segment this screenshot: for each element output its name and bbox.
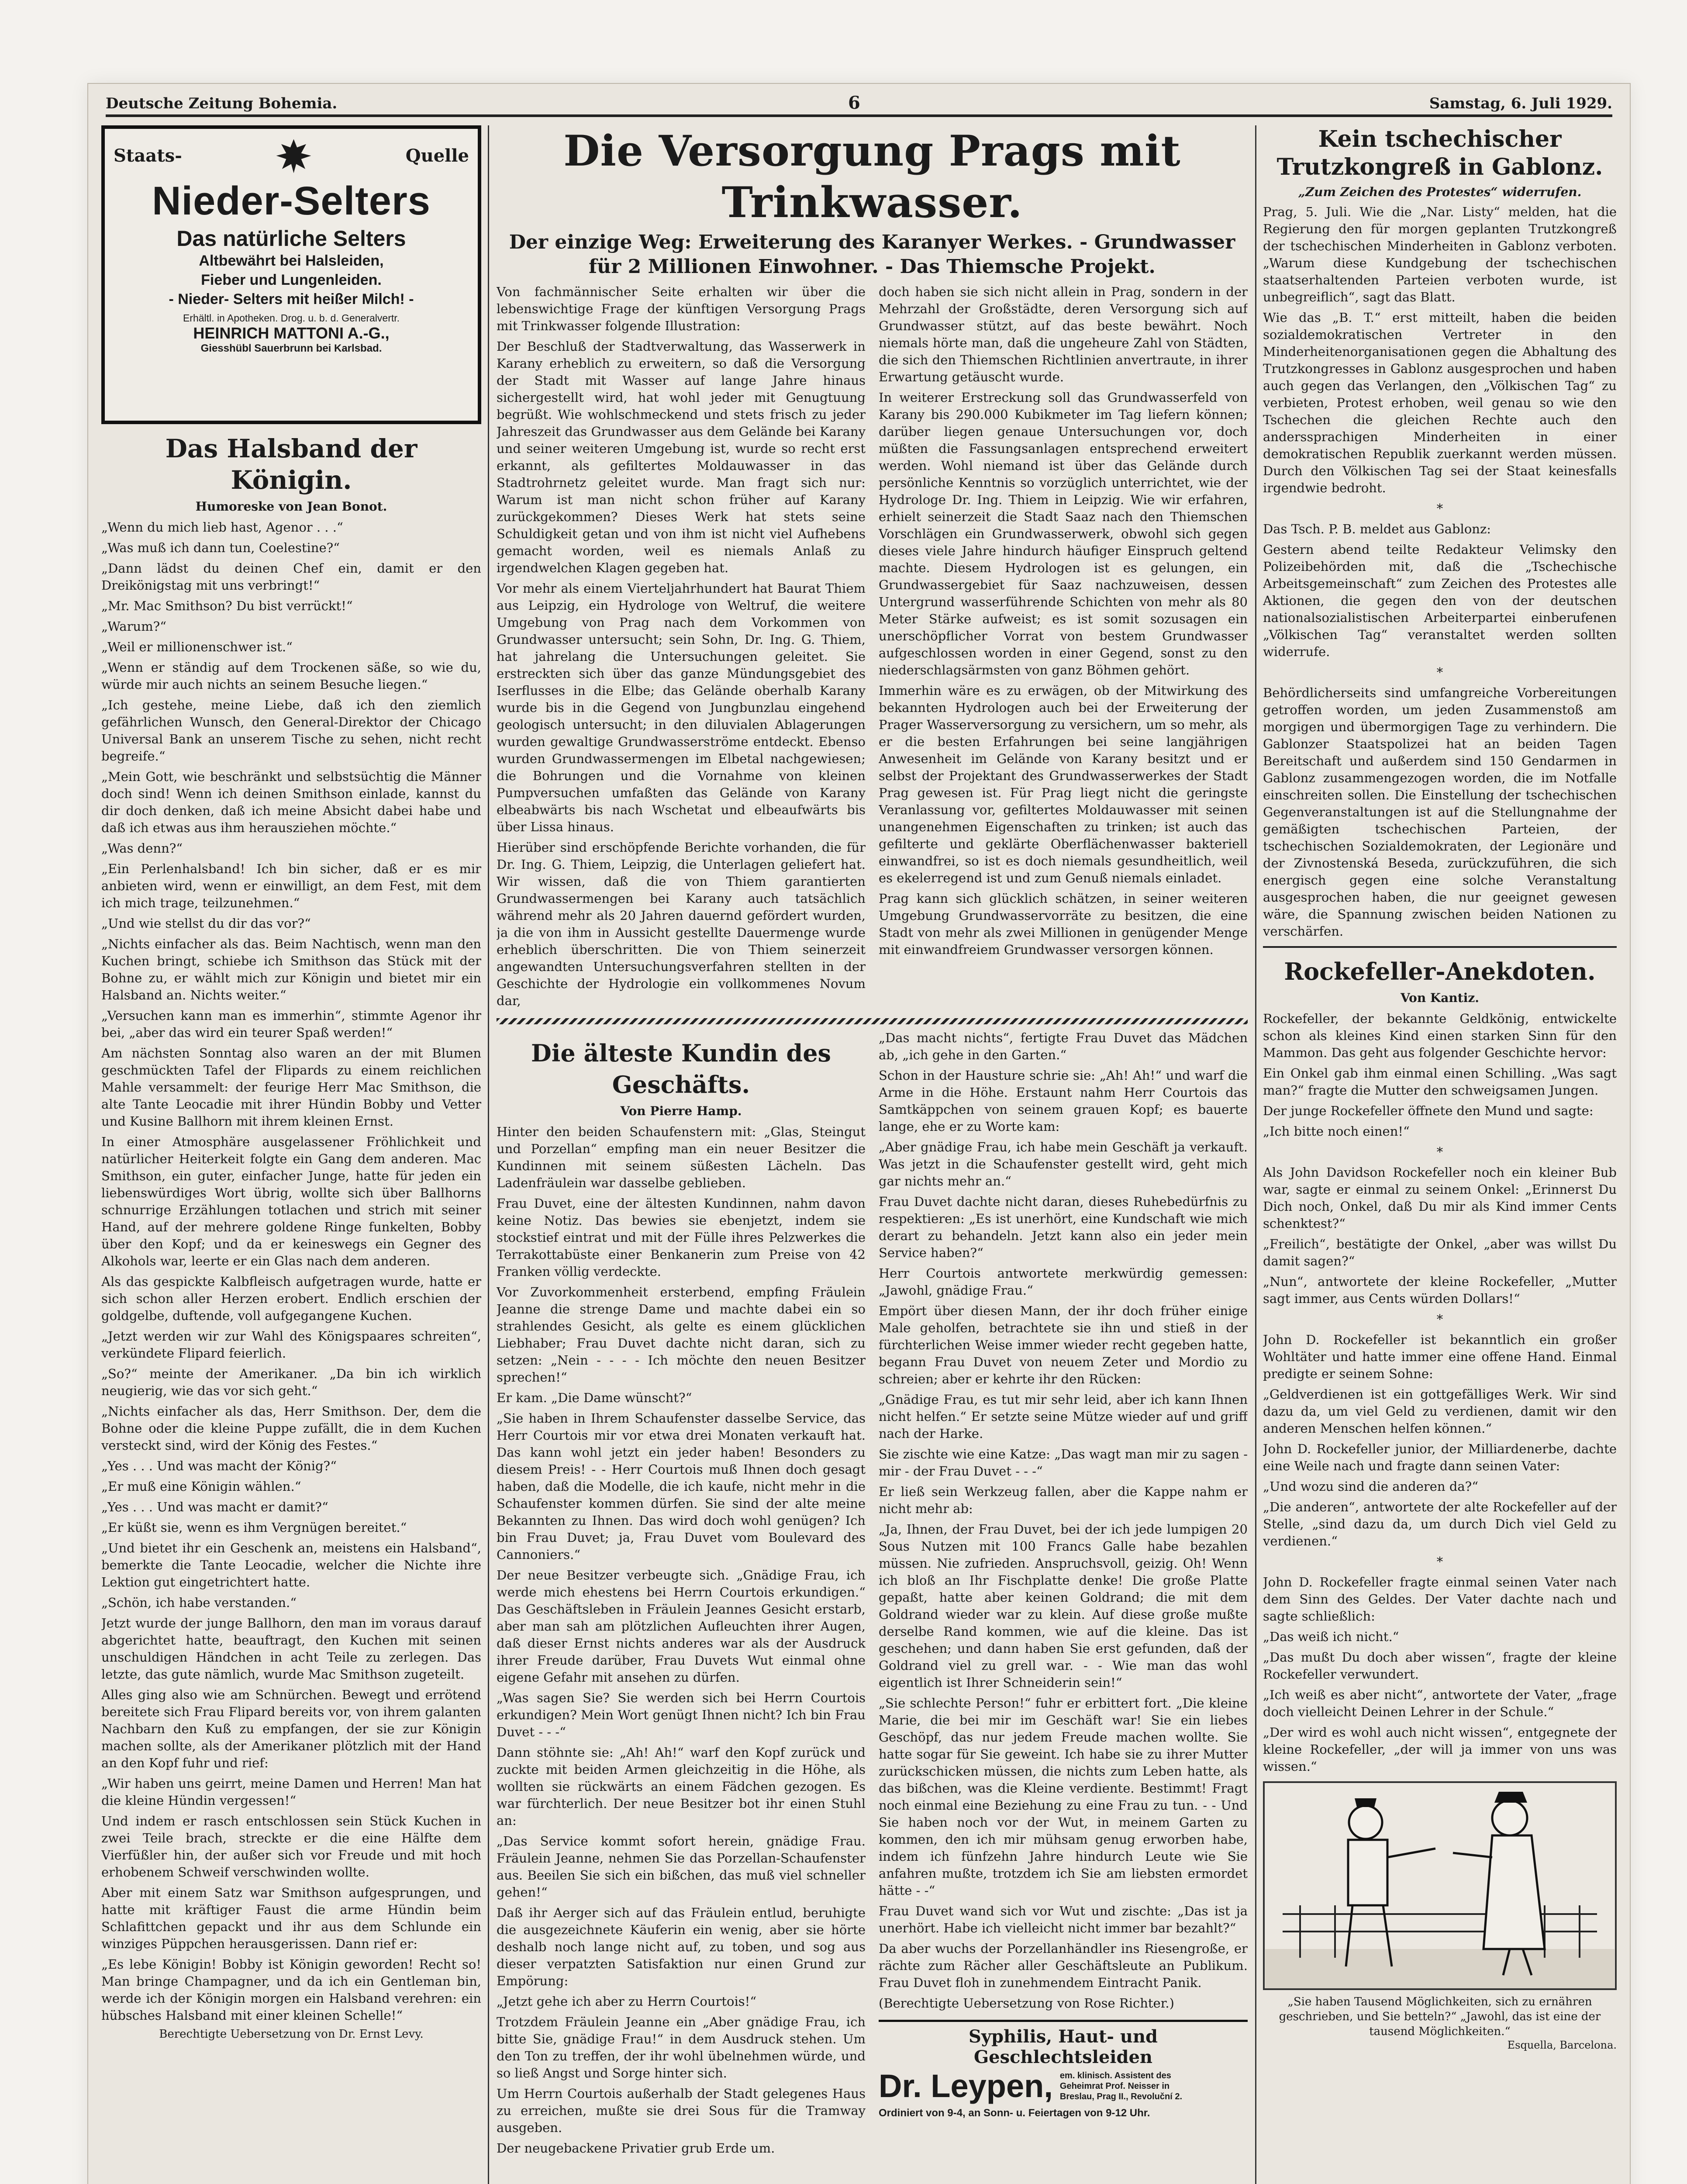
article-kundin — [497, 1030, 1248, 2160]
paragraph: Prag kann sich glücklich schätzen, in seiner weiteren Umgebung Grundwasservorräte zu besitzen, die eine Stadt von mehr als zwei Millionen in genügender Menge mit einwandfreiem Grundwasser versorgen können. — [879, 891, 1248, 957]
paragraph: Daß ihr Aerger sich auf das Fräulein entlud, beruhigte die ausgezeichnete Käuferin ein wenig, aber sie hörte deshalb noch lange nicht auf, zu toben, und sog aus dieser verpatzten Satisfaktion nur einen Grund zur Empörung: — [497, 1905, 866, 1988]
article-body — [1263, 204, 1617, 940]
paragraph: Frau Duvet wand sich vor Wut und zischte: „Das ist ja unerhört. Habe ich vielleicht nicht immer bar bezahlt?“ — [879, 1904, 1248, 1935]
ad-brand: Nieder-Selters — [152, 179, 431, 223]
ad-line: Altbewährt bei Halsleiden, — [199, 252, 384, 269]
divider — [1263, 946, 1617, 948]
masthead-date: Samstag, 6. Juli 1929. — [1429, 95, 1612, 112]
newspaper-page — [87, 83, 1631, 2184]
paragraph: „Der wird es wohl auch nicht wissen“, entgegnete der kleine Rockefeller, „der will ja immer von uns was wissen.“ — [1263, 1725, 1617, 1774]
paragraph: „Versuchen kann man es immerhin“, stimmte Agenor ihr bei, „aber das wird ein teurer Spaß werden!“ — [101, 1008, 481, 1040]
article-byline: Humoreske von Jean Bonot. — [195, 499, 387, 514]
ad-nieder-selters — [101, 125, 481, 424]
paragraph: „Geldverdienen ist ein gottgefälliges Werk. Wir sind dazu da, um viel Geld zu verdienen, damit wir den anderen Menschen helfen können.“ — [1263, 1387, 1617, 1436]
paragraph: Hierüber sind erschöpfende Berichte vorhanden, die für Dr. Ing. G. Thiem, Leipzig, die Unterlagen geliefert hat. Wir wissen, daß die von Thiem garantierten Grundwassermengen bei Karany auch tatsächlich während mehr als 20 Jahren dauernd gefördert wurden, ja die von ihm in Aussicht gestellte Dauermenge wurde erheblich überschritten. Die von Thiem seinerzeit angewandten Untersuchungsverfahren stellten in der Geschichte der Hydrologie ein vollkommenes Novum dar, — [497, 840, 866, 1008]
article-byline: Von Kantiz. — [1401, 991, 1479, 1005]
paragraph: Um Herrn Courtois außerhalb der Stadt gelegenes Haus zu erreichen, mußte sie drei Sous für die Tramway ausgeben. — [497, 2086, 866, 2135]
masthead-paper-name: Deutsche Zeitung Bohemia. — [106, 95, 338, 112]
paragraph: Vor mehr als einem Vierteljahrhundert hat Baurat Thiem aus Leipzig, ein Hydrologe von Weltruf, die weitere Umgebung von Prag nach dem Vorkommen von Grundwasser untersucht; sein Sohn, Dr. Ing. G. Thiem, hat jahrelang die Untersuchungen geleitet. Sie erstreckten sich über das ganze Mündungsgebiet des Iserflusses in die Elbe; das Gelände oberhalb Karany wurde bis in die Gegend von Jungbunzlau eingehend geologisch untersucht; in den diluvialen Ablagerungen wurden gewaltige Grundwasserströme entdeckt. Ebenso wurden Grundwassermengen im Elbetal nachgewiesen; die Bohrungen und die Vornahme von kleinen Pumpversuchen umfaßten das Gelände von Karany elbeabwärts bis nach Wschetat und elbeaufwärts bis über Lissa hinaus. — [497, 581, 866, 834]
paragraph: „Dann lädst du deinen Chef ein, damit er den Dreikönigstag mit uns verbringt!“ — [101, 561, 481, 593]
paragraph: John D. Rockefeller ist bekanntlich ein großer Wohltäter und hatte immer eine offene Hand. Einmal predigte er seinem Sohne: — [1263, 1332, 1617, 1381]
paragraph: Gestern abend teilte Redakteur Velimsky den Polizeibehörden mit, daß die „Tschechische Arbeitsgemeinschaft“ zum Zeichen des Protestes alle Aktionen, die gegen den von der deutschen nationalsozialistischen Arbeiterpartei einberufenen „Völkischen Tag“ veranstaltet werden sollten widerrufe. — [1263, 542, 1617, 659]
paragraph: „Was sagen Sie? Sie werden sich bei Herrn Courtois erkundigen? Mein Wort genügt Ihnen nicht? Ich bin Frau Duvet - - -“ — [497, 1690, 866, 1739]
article-body — [101, 519, 481, 2024]
paragraph: „Yes . . . Und was macht der König?“ — [101, 1458, 337, 1473]
paragraph: „Ich bitte noch einen!“ — [1263, 1124, 1410, 1139]
paragraph: Schon in der Hausture schrie sie: „Ah! Ah!“ und warf die Arme in die Höhe. Erstaunt nahm Herr Courtois das Samtkäppchen von seinem grauen Kopf; es bauerte lange, ehe er zu Worte kam: — [879, 1068, 1248, 1134]
paragraph: doch haben sie sich nicht allein in Prag, sondern in der Mehrzahl der Großstädte, deren Versorgung sich auf Grundwasser stützt, auf das beste bewährt. Noch niemals hörte man, daß die ungeheure Zahl von Städten, die sich den Thiemschen Richtlinien anvertraute, in ihrer Erwartung getäuscht wurde. — [879, 284, 1248, 384]
article-column — [497, 1030, 866, 2160]
paragraph: Aber mit einem Satz war Smithson aufgesprungen, und hatte mit kräftiger Faust die arme Hündin beim Schlafittchen gepackt und ihr aus dem Schlunde ein winziges Püppchen herausgerissen. Dann rief er: — [101, 1885, 481, 1951]
paragraph: Hinter den beiden Schaufenstern mit: „Glas, Steingut und Porzellan“ empfing man ein neuer Besitzer die Kundinnen mit seinem süßesten Lächeln. Das Ladenfräulein war dasselbe geblieben. — [497, 1124, 866, 1190]
paragraph: * — [1436, 501, 1443, 516]
article-credit: Berechtigte Uebersetzung von Dr. Ernst Levy. — [159, 2028, 424, 2041]
masthead — [106, 93, 1612, 117]
paragraph: „Aber gnädige Frau, ich habe mein Geschäft ja verkauft. Was jetzt in die Schaufenster gestellt wird, geht mich gar nichts mehr an.“ — [879, 1140, 1248, 1189]
paragraph: Der neugebackene Privatier grub Erde um. — [497, 2141, 775, 2156]
article-column — [497, 283, 866, 1013]
paragraph: „Schön, ich habe verstanden.“ — [101, 1595, 297, 1610]
cartoon-caption: „Sie haben Tausend Möglichkeiten, sich zu ernähren geschrieben, und Sie betteln?“ „Jawohl, das ist eine der tausend Möglichkeiten.“ — [1279, 1995, 1601, 2038]
article-lead: „Zum Zeichen des Protestes“ widerrufen. — [1298, 185, 1582, 199]
paragraph: Das Tsch. P. B. meldet aus Gablonz: — [1263, 522, 1491, 536]
ornamental-divider — [497, 1018, 1248, 1024]
paragraph: Alles ging also wie am Schnürchen. Bewegt und errötend bereitete sich Frau Flipard bereits vor, von ihrem galanten Nachbarn den Kuß zu empfangen, der sie zur Königin machen sollte, als der Amerikaner plötzlich mit der Hand an den Kopf fuhr und rief: — [101, 1687, 481, 1770]
article-column — [879, 1030, 1248, 2160]
paragraph: Der neue Besitzer verbeugte sich. „Gnädige Frau, ich werde mich ehestens bei Herrn Courtois erkundigen.“ Das Geschäftsleben in Fräulein Jeannes Gesicht erstarb, aber man sah am plötzlichen Aufleuchten ihrer Augen, daß dieser Ernst nichts anderes war als der Ausdruck ihrer Freude darüber, Frau Duvets Wut einmal ohne eigene Gefahr mit ansehen zu dürfen. — [497, 1568, 866, 1685]
paragraph: „Wir haben uns geirrt, meine Damen und Herren! Man hat die kleine Hündin vergessen!“ — [101, 1776, 481, 1808]
headline: Die Versorgung Prags mit Trinkwasser. — [563, 126, 1181, 227]
paragraph: In einer Atmosphäre ausgelassener Fröhlichkeit und natürlicher Heiterkeit folgte ein Gang dem anderen. Mac Smithson, ein guter, einfacher Junge, hatte für jeden ein liebenswürdiges Wort übrig, wollte sich über Ballhorns schnurrige Erzählungen totlachen und strich mit seiner Hand, auf der mehrere goldene Ringe funkelten, Bobby über den Kopf; und da er keineswegs ein Gegner des Alkohols war, leerte er ein Glas nach dem anderen. — [101, 1134, 481, 1268]
cartoon-illustration — [1263, 1781, 1617, 1990]
paragraph: „Weil er millionenschwer ist.“ — [101, 639, 293, 654]
ad-maker: HEINRICH MATTONI A.-G., — [193, 324, 390, 342]
ad-info: Geheimrat Prof. Neisser in — [1059, 2081, 1170, 2091]
paragraph: „Mr. Mac Smithson? Du bist verrückt!“ — [101, 598, 353, 613]
ad-line: - Nieder- Selters mit heißer Milch! - — [169, 291, 414, 308]
paragraph: Trotzdem Fräulein Jeanne ein „Aber gnädige Frau, ich bitte Sie, gnädige Frau!“ in dem Ausdruck stehen. Um den Ton zu treffen, der ihr wohl übelnehmen würde, und so ließ Angst und Sorge hinter sich. — [497, 2015, 866, 2080]
ad-place: Giesshübl Sauerbrunn bei Karlsbad. — [200, 342, 382, 354]
paragraph: „Die anderen“, antwortete der alte Rockefeller auf der Stelle, „sind dazu da, um durch Dich viel Geld zu verdienen.“ — [1263, 1500, 1617, 1548]
ad-name: Dr. Leypen, — [879, 2068, 1053, 2104]
paragraph: Behördlicherseits sind umfangreiche Vorbereitungen getroffen worden, um jeden Zusammenstoß am morgigen und übermorgigen Tage zu verhindern. Die Gablonzer Staatspolizei hat an beiden Tagen Bereitschaft und außerdem sind 150 Gendarmen in Gablonz zusammengezogen worden, die im Notfalle einschreiten sollen. Die Einstellung der tschechischen Gegenveranstaltungen ist auf die Stellungnahme der gemäßigten tschechischen Parteien, der tschechischen Sozialdemokraten, der Legionäre und der Zivnostenská Beseda, zurückzuführen, die sich energisch gegen eine solche Veranstaltung ausgesprochen haben, die nur geeignet gewesen wäre, die Spannung zwischen beiden Nationen zu verschärfen. — [1263, 685, 1617, 939]
column-rule — [488, 125, 489, 2184]
paragraph: Herr Courtois antwortete merkwürdig gemessen: „Jawohl, gnädige Frau.“ — [879, 1266, 1248, 1298]
cartoon-source: Esquella, Barcelona. — [1507, 2039, 1617, 2051]
paragraph: „Er küßt sie, wenn es ihm Vergnügen bereitet.“ — [101, 1520, 407, 1535]
headline-subtitle: Der einzige Weg: Erweiterung des Karanyer Werkes. - Grundwasser für 2 Millionen Einwohner. - Das Thiemsche Projekt. — [509, 231, 1235, 278]
ad-small-print: Erhältl. in Apotheken. Drog. u. b. d. Generalvertr. — [183, 312, 400, 324]
masthead-page-number: 6 — [848, 93, 860, 113]
column-left — [101, 125, 481, 2184]
paragraph: „Ein Perlenhalsband! Ich bin sicher, daß er es mir anbieten wird, wenn er einwilligt, an dem Fest, mit dem ich mich trage, teilzunehmen.“ — [101, 861, 481, 910]
ad-hours: Ordiniert von 9-4, an Sonn- u. Feiertagen von 9-12 Uhr. — [879, 2107, 1150, 2119]
paragraph: Und indem er rasch entschlossen sein Stück Kuchen in zwei Teile brach, streckte er die eine Hälfte dem Vierfüßler hin, der außer sich vor Freude und mit hoch erhobenem Schweif verschwinden wollte. — [101, 1814, 481, 1880]
paragraph: Rockefeller, der bekannte Geldkönig, entwickelte schon als kleines Kind einen starken Sinn für den Mammon. Das geht aus folgender Geschichte hervor: — [1263, 1011, 1617, 1060]
paragraph: „Und wozu sind die anderen da?“ — [1263, 1479, 1479, 1494]
paragraph: Als das gespickte Kalbfleisch aufgetragen wurde, hatte er sich schon aller Herzen erobert. Endlich erschien der goldgelbe, duftende, voll aufgegangene Kuchen. — [101, 1274, 481, 1323]
paragraph: Immerhin wäre es zu erwägen, ob der Mitwirkung des bekannten Hydrologen auch bei der Erweiterung der Prager Wasserversorgung zu versichern, um so mehr, als er die besten Erfahrungen bei seine langjährigen Anwesenheit im Gelände von Karany besitzt und er selbst der Projektant des Grundwasserwerkes der Stadt Prag gewesen ist. Für Prag liegt nicht die geringste Veranlassung vor, gefiltertes Moldauwasser mit seinen unangenehmen Eigenschaften zu trinken; ist auch das gefilterte und geklärte Oberflächenwasser bakteriell einwandfrei, so ist es doch niemals gesundheitlich, weil es ekelerregend ist und zum Genuß niemals einladet. — [879, 683, 1248, 885]
paragraph: „Wenn er ständig auf dem Trockenen säße, so wie du, würde mir auch nichts an seinem Besuche liegen.“ — [101, 660, 481, 692]
paragraph: Da aber wuchs der Porzellanhändler ins Riesengroße, er rächte zum Rächer aller Geschäftsleute an Publikum. Frau Duvet floh in zunehmendem Eintracht Panik. — [879, 1941, 1248, 1990]
paragraph: Sie zischte wie eine Katze: „Das wagt man mir zu sagen - mir - der Frau Duvet - - -“ — [879, 1447, 1248, 1479]
ad-top-left: Staats- — [114, 145, 182, 166]
paragraph: * — [1436, 1144, 1443, 1159]
column-right — [1263, 125, 1617, 2184]
paragraph: Frau Duvet dachte nicht daran, dieses Ruhebedürfnis zu respektieren: „Es ist unerhört, eine Kundschaft wie mich derart zu behandeln. Jetzt kann also ein jeder mein Service haben?“ — [879, 1194, 1248, 1260]
paragraph: Ein Onkel gab ihm einmal einen Schilling. „Was sagt man?“ fragte die Mutter den schweigsamen Jungen. — [1263, 1066, 1617, 1098]
paragraph: „Und wie stellst du dir das vor?“ — [101, 916, 311, 931]
article-text — [879, 1030, 1248, 2012]
paragraph: * — [1436, 1554, 1443, 1569]
paragraph: John D. Rockefeller fragte einmal seinen Vater nach dem Sinn des Geldes. Der Vater dachte nach und sagte schließlich: — [1263, 1575, 1617, 1624]
article-title: Kein tschechischer Trutzkongreß in Gablonz. — [1276, 126, 1603, 180]
ad-dr-leypen — [879, 2020, 1248, 2119]
paragraph: „Ja, Ihnen, der Frau Duvet, bei der ich jede lumpigen 20 Sous Nutzen mit 100 Francs Galle habe bezahlen müssen. Nie zufrieden. Anspruchsvoll, geizig. Oh! Wenn ich bloß an Ihr Fischplatte denke! Die große Platte gepaßt, hatte aber keinen Goldrand; die mit dem Goldrand wieder war zu klein. Auf diese große mußte derselbe Rand kommen, wie auf die kleine. Das ist geschehen; und dann haben Sie erst gefunden, daß der Goldrand viel zu grell war. - - Wie man das wohl eigentlich ist Ihrer Schneiderin sein!“ — [879, 1522, 1248, 1690]
paragraph: „Nichts einfacher als das, Herr Smithson. Der, dem die Bohne oder die kleine Puppe zufällt, die in dem Kuchen versteckt sind, wird der König des Festes.“ — [101, 1404, 481, 1453]
paragraph: (Berechtigte Uebersetzung von Rose Richter.) — [879, 1996, 1174, 2011]
ad-info: em. klinisch. Assistent des — [1059, 2070, 1171, 2080]
article-text — [497, 1123, 866, 2157]
paragraph: „Ich weiß es aber nicht“, antwortete der Vater, „frage doch vielleicht Deinen Lehrer in der Schule.“ — [1263, 1687, 1617, 1719]
ad-top-right: Quelle — [405, 145, 469, 166]
paragraph: „Freilich“, bestätigte der Onkel, „aber was willst Du damit sagen?“ — [1263, 1237, 1617, 1268]
paragraph: Empört über diesen Mann, der ihr doch früher einige Male geholfen, betrachtete sie ihn und stieß in der fürchterlichen Weise immer wieder recht gegeben hatte, begann Frau Duvet von neuem Zeter und Mordio zu schreien; aber er kehrte ihr den Rücken: — [879, 1303, 1248, 1386]
ad-subtitle: Das natürliche Selters — [176, 226, 406, 251]
paragraph: * — [1436, 1312, 1443, 1327]
paragraph: Der Beschluß der Stadtverwaltung, das Wasserwerk in Karany erheblich zu erweitern, so daß die Versorgung der Stadt mit Wasser auf lange Jahre hinaus sichergestellt wird, hat wohl jeder mit Genugtuung begrüßt. Wie wohlschmeckend und stets frisch zu jeder Jahreszeit das Grundwasser aus dem Gelände bei Karany und seiner weiteren Umgebung ist, wurde so recht erst erkannt, als gefiltertes Moldauwasser in das Stadtrohrnetz geleitet wurde. Man fragt sich nur: Warum ist man nicht schon früher auf Karany zurückgekommen? Dieses Werk hat stets seine Schuldigkeit getan und von ihm ist nicht viel Aufhebens gemacht worden, weil es niemals Anlaß zu irgendwelchen Klagen gegeben hat. — [497, 339, 866, 575]
paragraph: „Das macht nichts“, fertigte Frau Duvet das Mädchen ab, „ich gehe in den Garten.“ — [879, 1030, 1248, 1062]
article-title: Rockefeller-Anekdoten. — [1284, 957, 1596, 985]
article-byline: Von Pierre Hamp. — [620, 1104, 742, 1118]
paragraph: „Mein Gott, wie beschränkt und selbstsüchtig die Männer doch sind! Wenn ich deinen Smithson einlade, kannst du dir doch denken, daß ich meine Absicht dabei habe und daß ich etwas aus ihm herausziehen möchte.“ — [101, 769, 481, 835]
paragraph: * — [1436, 665, 1443, 680]
paragraph: Wie das „B. T.“ erst mitteilt, haben die beiden sozialdemokratischen Vertreter in den Minderheitenorganisationen gegen die Abhaltung des Trutzkongresses in Gablonz ausgesprochen und haben auch gegen das Verlangen, den „Völkischen Tag“ zu verbieten, Protest erhoben, weil genau so wie den Tschechen die gleichen Rechte auch den anderssprachigen Minderheiten in einer demokratischen Republik zuerkannt werden müssen. Durch den Völkischen Tag sei der Staat keinesfalls irgendwie bedroht. — [1263, 310, 1617, 495]
article-body — [497, 283, 1248, 1013]
paragraph: „Wenn du mich lieb hast, Agenor . . .“ — [101, 520, 343, 535]
paragraph: Als John Davidson Rockefeller noch ein kleiner Bub war, sagte er einmal zu seinem Onkel: „Erinnerst Du Dich noch, Onkel, daß Du mir als Kind immer Cents schenktest?“ — [1263, 1165, 1617, 1231]
eagle-emblem-icon — [273, 135, 314, 176]
paragraph: Vor Zuvorkommenheit ersterbend, empfing Fräulein Jeanne die strenge Dame und machte dabei ein so strahlendes Gesicht, als gelte es einem glücklichen Liebhaber; Frau Duvet dachte nicht daran, sich zu setzen: „Nein - - - - Ich möchte den neuen Besitzer sprechen!“ — [497, 1285, 866, 1385]
column-rule — [1255, 125, 1256, 2184]
ad-info: Breslau, Prag II., Revoluční 2. — [1059, 2091, 1183, 2101]
paragraph: Der junge Rockefeller öffnete den Mund und sagte: — [1263, 1103, 1594, 1118]
paragraph: Prag, 5. Juli. Wie die „Nar. Listy“ melden, hat die Regierung den für morgen geplanten Trutzkongreß der tschechischen Minderheiten in Gablonz verboten. „Warum diese Kundgebung der tschechischen staatserhaltenden Parteien verboten wurde, ist unbegreiflich“, sagt das Blatt. — [1263, 204, 1617, 304]
paragraph: „Was muß ich dann tun, Coelestine?“ — [101, 540, 340, 555]
paragraph: „Er muß eine Königin wählen.“ — [101, 1479, 301, 1494]
cartoon-drawing-icon — [1265, 1783, 1615, 1988]
paragraph: Von fachmännischer Seite erhalten wir über die lebenswichtige Frage der künftigen Versorgung Prags mit Trinkwasser folgende Illustration: — [497, 284, 866, 333]
paragraph: „Sie schlechte Person!“ fuhr er erbittert fort. „Die kleine Marie, die bei mir im Geschäft war! Sie ein liebes Geschöpf, das nur jedem Freude machen wollte. Sie hatte sogar für Sie geweint. Ich habe sie zu ihrer Mutter zurückschicken müssen, die nichts zum Leben hatte, als das bißchen, was die Kleine verdiente. Bestimmt! Fragt noch einmal eine Beziehung zu eine Frau zu tun. - - Und Sie haben noch vor der Wut, in meinem Garten zu kommen, den ich mir mühsam genug erworben habe, indem ich fünfzehn Jahre hindurch Leute wie Sie anfahren mußte, trotzdem ich Sie am liebsten ermordet hätte - -“ — [879, 1696, 1248, 1898]
paragraph: „Es lebe Königin! Bobby ist Königin geworden! Recht so! Man bringe Champagner, und da ich ein Gentleman bin, werde ich der Königin morgen ein Halsband verehren: ein hübsches Halsband mit einer kleinen Schelle!“ — [101, 1957, 481, 2023]
ad-title: Syphilis, Haut- und Geschlechtsleiden — [968, 2026, 1158, 2067]
paragraph: Am nächsten Sonntag also waren an der mit Blumen geschmückten Tafel der Flipards zu einem reichlichen Mahle versammelt: der feurige Herr Mac Smithson, die alte Tante Leocadie mit ihrer Hündin Bobby und Vetter und Kusine Ballhorn mit ihrem kleinen Ernst. — [101, 1046, 481, 1129]
paragraph: „Und bietet ihr ein Geschenk an, meistens ein Halsband“, bemerkte die Tante Leocadie, welcher die Nichte ihre Lektion gut eingetrichtert hatte. — [101, 1541, 481, 1590]
paragraph: „Das mußt Du doch aber wissen“, fragte der kleine Rockefeller verwundert. — [1263, 1650, 1617, 1682]
paragraph: Jetzt wurde der junge Ballhorn, den man im voraus darauf abgerichtet hatte, beauftragt, den Kuchen mit seinen unschuldigen Händchen in acht Teile zu zerlegen. Das letzte, das gute nämlich, wurde Mac Smithson zugeteilt. — [101, 1616, 481, 1682]
ad-line: Fieber und Lungenleiden. — [201, 272, 382, 288]
paragraph: Frau Duvet, eine der ältesten Kundinnen, nahm davon keine Notiz. Das bewies sie ebenjetzt, indem sie stockstief eintrat und mit der Fülle ihres Pelzwerkes die Terrakottabüste einer Benkanerin zum Preise von 42 Franken völlig verdeckte. — [497, 1196, 866, 1279]
paragraph: John D. Rockefeller junior, der Milliardenerbe, dachte eine Weile nach und fragte dann seinen Vater: — [1263, 1441, 1617, 1473]
paragraph: „Yes . . . Und was macht er damit?“ — [101, 1500, 328, 1514]
paragraph: Er kam. „Die Dame wünscht?“ — [497, 1390, 692, 1405]
article-title: Das Halsband der Königin. — [165, 434, 417, 495]
article-column — [879, 283, 1248, 1013]
article-title: Die älteste Kundin des Geschäfts. — [531, 1039, 831, 1099]
paragraph: „Das weiß ich nicht.“ — [1263, 1629, 1399, 1644]
paragraph: „Sie haben in Ihrem Schaufenster dasselbe Service, das Herr Courtois mir vor etwa drei Monaten verkauft hat. Das kann wohl jetzt ein jeder haben! Besonders zu diesem Preis! - - Herr Courtois muß Ihnen doch gesagt haben, daß die Modelle, die ich kaufe, nicht mehr in die Schaufenster kommen dürfen. Sie sind der alte meine Bekannten zu Ihnen. Das wird doch wohl genügen? Ich bin Frau Duvet; ja, Frau Duvet vom Boulevard des Cannoniers.“ — [497, 1411, 866, 1562]
paragraph: „Gnädige Frau, es tut mir sehr leid, aber ich kann Ihnen nicht helfen.“ Er setzte seine Mütze wieder auf und griff nach der Harke. — [879, 1392, 1248, 1441]
paragraph: „So?“ meinte der Amerikaner. „Da bin ich wirklich neugierig, wie das vor sich geht.“ — [101, 1366, 481, 1398]
paragraph: „Jetzt gehe ich aber zu Herrn Courtois!“ — [497, 1994, 757, 2009]
paragraph: „Jetzt werden wir zur Wahl des Königspaares schreiten“, verkündete Flipard feierlich. — [101, 1329, 481, 1361]
paragraph: „Was denn?“ — [101, 841, 183, 856]
column-center — [497, 125, 1248, 2184]
paragraph: „Nun“, antwortete der kleine Rockefeller, „Mutter sagt immer, aus Cents würden Dollars!“ — [1263, 1274, 1617, 1306]
paragraph: Er ließ sein Werkzeug fallen, aber die Kappe nahm er nicht mehr ab: — [879, 1484, 1248, 1516]
article-body — [1263, 1010, 1617, 1775]
paragraph: In weiterer Erstreckung soll das Grundwasserfeld von Karany bis 290.000 Kubikmeter im Tag liefern können; darüber liegen genaue Untersuchungen vor, doch müßten die Fassungsanlagen entsprechend erweitert werden. Wohl niemand ist über das Gelände durch persönliche Kenntnis so vorzüglich unterrichtet, wie der Hydrologe Dr. Ing. Thiem in Leipzig. Wie wir erfahren, erhielt seinerzeit die Stadt Saaz nach den Thiemschen Vorschlägen ein Grundwasserwerk, obwohl sich gegen dieses viele Jahre hindurch häufiger Einspruch geltend machte. Diesem Hydrologen ist es gelungen, ein Grundwassergebiet für Saaz nachzuweisen, dessen Untergrund wasserführende Schichten von mehr als 80 Meter Stärke aufweist; es ist somit sozusagen ein unerschöpflicher Vorrat von bestem Grundwasser aufgeschlossen worden in einer Gegend, sonst zu den niederschlagsärmsten von ganz Böhmen gehört. — [879, 390, 1248, 677]
paragraph: „Das Service kommt sofort herein, gnädige Frau. Fräulein Jeanne, nehmen Sie das Porzellan-Schaufenster aus. Beeilen Sie sich ein bißchen, das muß viel schneller gehen!“ — [497, 1834, 866, 1900]
paragraph: „Nichts einfacher als das. Beim Nachtisch, wenn man den Kuchen bringt, schiebe ich Smithson das Stück mit der Bohne zu, er wählt mich zur Königin und bietet mir ein Halsband an. Nichts weiter.“ — [101, 936, 481, 1002]
paragraph: „Warum?“ — [101, 619, 166, 634]
paragraph: „Ich gestehe, meine Liebe, daß ich den ziemlich gefährlichen Wunsch, den General-Direktor der Chicago Universal Bank an unserem Tische zu sehen, nicht recht begreife.“ — [101, 698, 481, 764]
paragraph: Dann stöhnte sie: „Ah! Ah!“ warf den Kopf zurück und zuckte mit beiden Armen gleichzeitig in die Höhe, als wollten sie rückwärts an einem Fädchen gezogen. Es war fürchterlich. Der neue Besitzer bot ihr einen Stuhl an: — [497, 1745, 866, 1828]
